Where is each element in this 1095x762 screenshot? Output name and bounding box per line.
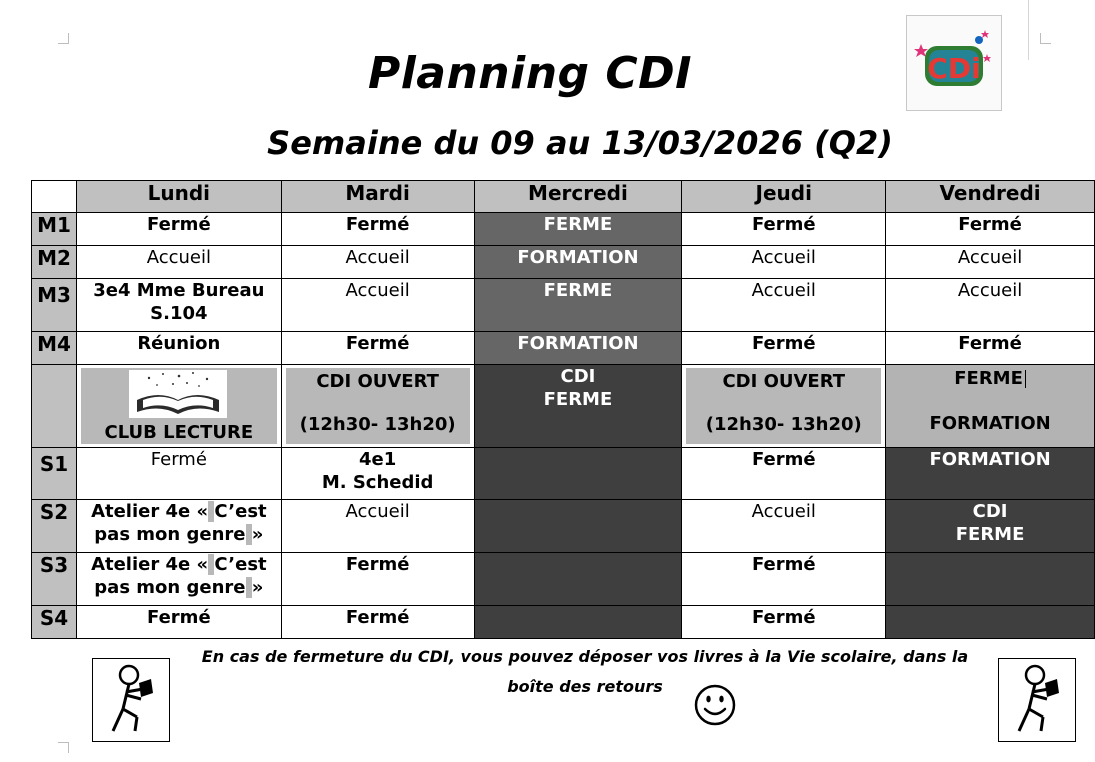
cell-s3-lundi-line2-b: »: [251, 577, 264, 598]
smiley-icon: [694, 684, 736, 726]
table-row-m2: [32, 246, 1095, 279]
cdi-ouvert-hours-jeudi: (12h30- 13h20): [705, 414, 862, 435]
cell-midi-mardi: [281, 365, 474, 448]
cell-s3-mardi: Fermé: [281, 553, 474, 606]
cell-s4-jeudi: Fermé: [682, 606, 886, 639]
cell-s2-lundi-line2: [77, 523, 281, 546]
cdi-ouvert-box-jeudi: [686, 368, 881, 444]
table-row-s1: [32, 448, 1095, 500]
cell-s2-mercredi: [474, 500, 682, 553]
cell-s4-vendredi: [886, 606, 1095, 639]
cdi-ouvert-label-jeudi: CDI OUVERT: [722, 371, 846, 392]
cell-midi-mercredi-line2: FERME: [543, 389, 613, 410]
footer-note: [160, 642, 1010, 702]
cell-m1-mardi: Fermé: [281, 213, 474, 246]
corner-mark-bottom-left: [58, 742, 69, 753]
cell-midi-vendredi: [886, 365, 1095, 448]
table-row-m4: [32, 332, 1095, 365]
cell-s3-lundi-line1: [77, 553, 281, 576]
cell-m4-jeudi: Fermé: [682, 332, 886, 365]
cdi-ouvert-label-mardi: CDI OUVERT: [316, 371, 439, 392]
header-corner-cell: [32, 181, 77, 213]
cell-m3-mercredi: FERME: [474, 279, 682, 332]
cell-m3-vendredi: Accueil: [886, 279, 1095, 332]
cell-s2-lundi-line1: [77, 500, 281, 523]
table-row-m1: [32, 213, 1095, 246]
cell-s2-lundi: [76, 500, 281, 553]
slot-label-m2: M2: [32, 246, 77, 279]
cell-s4-mardi: Fermé: [281, 606, 474, 639]
cell-s1-mardi: [281, 448, 474, 500]
cell-m2-vendredi: Accueil: [886, 246, 1095, 279]
footer-note-line1: En cas de fermeture du CDI, vous pouvez déposer vos livres à la Vie scolaire, dans la: [201, 647, 969, 666]
slot-label-midi: [32, 365, 77, 448]
cell-s1-vendredi: FORMATION: [886, 448, 1095, 500]
cell-m2-jeudi: Accueil: [682, 246, 886, 279]
club-lecture-box: [81, 368, 277, 444]
cdi-ouvert-box-mardi: [286, 368, 470, 444]
cell-s3-lundi-line2-a: pas mon genre: [94, 577, 246, 598]
cell-m2-mardi: Accueil: [281, 246, 474, 279]
cell-midi-mercredi: [474, 365, 682, 448]
cell-s3-lundi-line1-a: Atelier 4e «: [91, 554, 209, 575]
cell-s2-vendredi-line1: CDI: [972, 501, 1008, 522]
cell-m1-mercredi: FERME: [474, 213, 682, 246]
cell-s3-lundi: [76, 553, 281, 606]
cell-midi-vendredi-line1-wrap: [886, 365, 1094, 390]
cell-s3-lundi-line1-b: C’est: [214, 554, 267, 575]
table-row-s3: [32, 553, 1095, 606]
cell-s3-vendredi: [886, 553, 1095, 606]
cell-s2-lundi-line2-b: »: [251, 524, 264, 545]
slot-label-s3: S3: [32, 553, 77, 606]
day-header-mardi: Mardi: [281, 181, 474, 213]
cell-m4-mercredi: FORMATION: [474, 332, 682, 365]
cdi-logo-graphic: [907, 16, 1001, 110]
cell-s1-lundi: Fermé: [76, 448, 281, 500]
cell-s2-mardi: Accueil: [281, 500, 474, 553]
cell-m3-jeudi: Accueil: [682, 279, 886, 332]
club-lecture-label: CLUB LECTURE: [104, 422, 254, 443]
day-header-mercredi: Mercredi: [474, 181, 682, 213]
cell-m3-lundi-line1: 3e4 Mme Bureau: [93, 280, 265, 301]
reading-person-icon-left: [92, 658, 170, 742]
page-title: Planning CDI: [367, 48, 693, 99]
slot-label-s4: S4: [32, 606, 77, 639]
cell-s1-mercredi: [474, 448, 682, 500]
cell-m2-mercredi: FORMATION: [474, 246, 682, 279]
slot-label-m4: M4: [32, 332, 77, 365]
page-edge: [1028, 0, 1029, 60]
reading-person-icon-right: [998, 658, 1076, 742]
cell-midi-jeudi: [682, 365, 886, 448]
text-cursor: [1025, 370, 1026, 388]
cell-s1-mardi-line1: 4e1: [359, 449, 397, 470]
reading-person-graphic-right: [999, 659, 1075, 741]
day-header-lundi: Lundi: [76, 181, 281, 213]
slot-label-m1: M1: [32, 213, 77, 246]
reading-person-graphic-left: [93, 659, 169, 741]
cell-midi-lundi: [76, 365, 281, 448]
cell-s3-jeudi: Fermé: [682, 553, 886, 606]
planning-table: [31, 180, 1095, 639]
cell-midi-vendredi-line2: FORMATION: [929, 413, 1051, 434]
page-subtitle: Semaine du 09 au 13/03/2026 (Q2): [267, 124, 893, 162]
table-row-midi: [32, 365, 1095, 448]
cell-s4-mercredi: [474, 606, 682, 639]
cell-m2-lundi: Accueil: [76, 246, 281, 279]
cell-m1-lundi: Fermé: [76, 213, 281, 246]
logo-text: CDi: [927, 52, 981, 85]
cell-midi-vendredi-line1: FERME: [954, 368, 1023, 389]
footer-note-line2: boîte des retours: [507, 677, 663, 696]
cell-s2-lundi-line1-a: Atelier 4e «: [91, 501, 209, 522]
cell-s2-vendredi: [886, 500, 1095, 553]
cell-s2-jeudi: Accueil: [682, 500, 886, 553]
slot-label-s2: S2: [32, 500, 77, 553]
cell-s1-jeudi: Fermé: [682, 448, 886, 500]
cell-s2-vendredi-line2: FERME: [955, 524, 1025, 545]
corner-mark-top-right: [1040, 33, 1051, 44]
cell-midi-mercredi-line1: CDI: [560, 366, 596, 387]
cdi-ouvert-hours-mardi: (12h30- 13h20): [299, 414, 456, 435]
cell-m4-vendredi: Fermé: [886, 332, 1095, 365]
cell-m1-vendredi: Fermé: [886, 213, 1095, 246]
cell-s3-lundi-line2: [77, 576, 281, 599]
slot-label-s1: S1: [32, 448, 77, 500]
cell-s4-lundi: Fermé: [76, 606, 281, 639]
corner-mark-top-left: [58, 33, 69, 44]
cell-m3-mardi: Accueil: [281, 279, 474, 332]
day-header-jeudi: Jeudi: [682, 181, 886, 213]
cell-m3-lundi-line2: S.104: [150, 303, 208, 324]
cell-s1-mardi-line2: M. Schedid: [321, 472, 434, 493]
cdi-logo: [906, 15, 1002, 111]
slot-label-m3: M3: [32, 279, 77, 332]
table-row-s4: [32, 606, 1095, 639]
open-book-icon: [129, 370, 227, 418]
cell-s2-lundi-line2-a: pas mon genre: [94, 524, 246, 545]
cell-m4-lundi: Réunion: [76, 332, 281, 365]
table-row-m3: [32, 279, 1095, 332]
open-book-graphic: [129, 370, 227, 418]
cell-m4-mardi: Fermé: [281, 332, 474, 365]
cell-s2-lundi-line1-b: C’est: [214, 501, 267, 522]
table-row-s2: [32, 500, 1095, 553]
table-header-row: [32, 181, 1095, 213]
cell-m3-lundi: [76, 279, 281, 332]
day-header-vendredi: Vendredi: [886, 181, 1095, 213]
cell-s3-mercredi: [474, 553, 682, 606]
cell-m1-jeudi: Fermé: [682, 213, 886, 246]
